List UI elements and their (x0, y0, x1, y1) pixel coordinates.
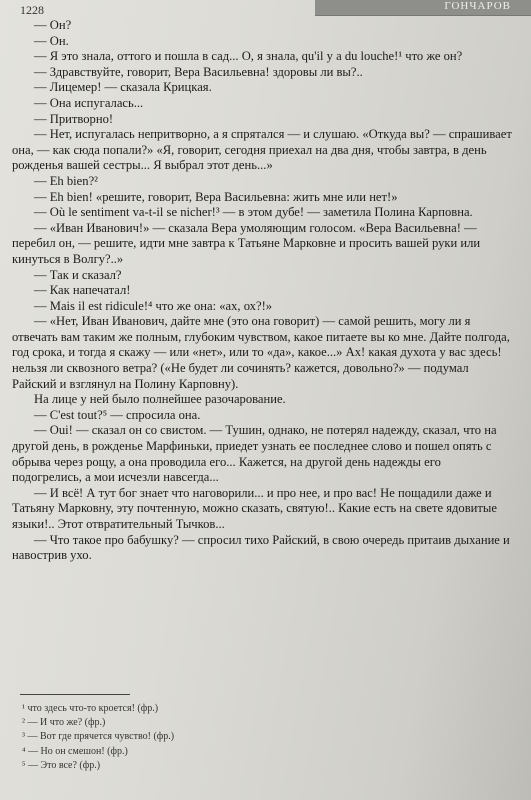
paragraph: — Eh bien?² (34, 173, 98, 188)
paragraph: — «Нет, Иван Иванович, дайте мне (это она говорит) — самой решить, могу ли я отвечать вам таким же полным, глубоким чувством, какое питаете вы ко мне. Дайте полгода, год срока, и тогда я скажу — или «нет», или то «да», какое...» Ах! какая духота у вас здесь! нельзя ли сквозного ветра? («Не будет ли сочинять? кажется, довольно?» — подумал Райский и взглянул на Полину Карповну). (12, 314, 510, 391)
paragraph: — Нет, испугалась непритворно, а я спрятался — и слушаю. «Откуда вы? — спрашивает она, — как сюда попали?» «Я, говорит, сегодня приехал на два дня, чтобы завтра, в день рожденья вашей сестры... Я выбрал этот день...» (12, 127, 512, 173)
paragraph: — И всё! А тут бог знает что наговорили... и про нее, и про вас! Не пощадили даже и Татьяну Марковну, эту почтенную, можно сказать, святую!.. Какие есть на свете ядовитые языки!.. Этот отвратительный Тычков... (12, 485, 497, 531)
paragraph: — Так и сказал? (34, 267, 122, 282)
page-number: 1228 (20, 3, 44, 17)
footnote: ⁵ — Это все? (фр.) (22, 759, 101, 771)
paragraph: — Он? (34, 18, 72, 32)
footnote: ¹ что здесь что-то кроется! (фр.) (22, 703, 159, 714)
paragraph: — Eh bien! «решите, говорит, Вера Васильевна: жить мне или нет!» (34, 189, 398, 204)
paragraph: — Où le sentiment va-t-il se nicher!³ — в этом дубе! — заметила Полина Карповна. (34, 205, 473, 220)
paragraph: — Mais il est ridicule!⁴ что же она: «ах, ох?!» (34, 298, 273, 313)
running-title: ГОНЧАРОВ (444, 0, 511, 12)
footnote: ⁴ — Но он смешон! (фр.) (22, 745, 128, 757)
paragraph: — Здравствуйте, говорит, Вера Васильевна! здоровы ли вы?.. (34, 64, 363, 79)
header-bar (315, 0, 531, 16)
paragraph: — «Иван Иванович!» — сказала Вера умоляющим голосом. «Вера Васильевна! — перебил он, — решите, идти мне завтра к Татьяне Марковне и просить вашей руки или кинуться в Волгу?..» (12, 220, 481, 266)
paragraph: — Oui! — сказал он со свистом. — Тушин, однако, не потерял надежду, сказал, что на другой день, в рожденье Марфиньки, приедет узнать ее последнее слово и пошел опять с обрыва через рощу, а она проводила его... Кажется, на другой день надежды его подогрелись, а мои исчезли навсегда... (12, 423, 497, 485)
paragraph: — Как напечатал! (34, 283, 131, 298)
paragraph: — Притворно! (34, 111, 114, 126)
page-body (12, 18, 512, 564)
footnote: ² — И что же? (фр.) (22, 717, 106, 729)
paragraph: — Я это знала, оттого и пошла в сад... О, я знала, qu'il y a du louche!¹ что же он? (34, 49, 463, 64)
footnote-rule (20, 694, 130, 695)
footnotes (22, 702, 322, 773)
paragraph: — Лицемер! — сказала Крицкая. (34, 80, 212, 95)
paragraph: — Она испугалась... (34, 95, 144, 110)
paragraph: — Что такое про бабушку? — спросил тихо Райский, в свою очередь притаив дыхание и навострив ухо. (12, 532, 510, 563)
paragraph: На лице у ней было полнейшее разочарование. (34, 392, 286, 407)
footnote: ³ — Вот где прячется чувство! (фр.) (22, 731, 175, 743)
paragraph: — Он. (34, 33, 69, 48)
paragraph: — C'est tout?⁵ — спросила она. (34, 407, 201, 422)
